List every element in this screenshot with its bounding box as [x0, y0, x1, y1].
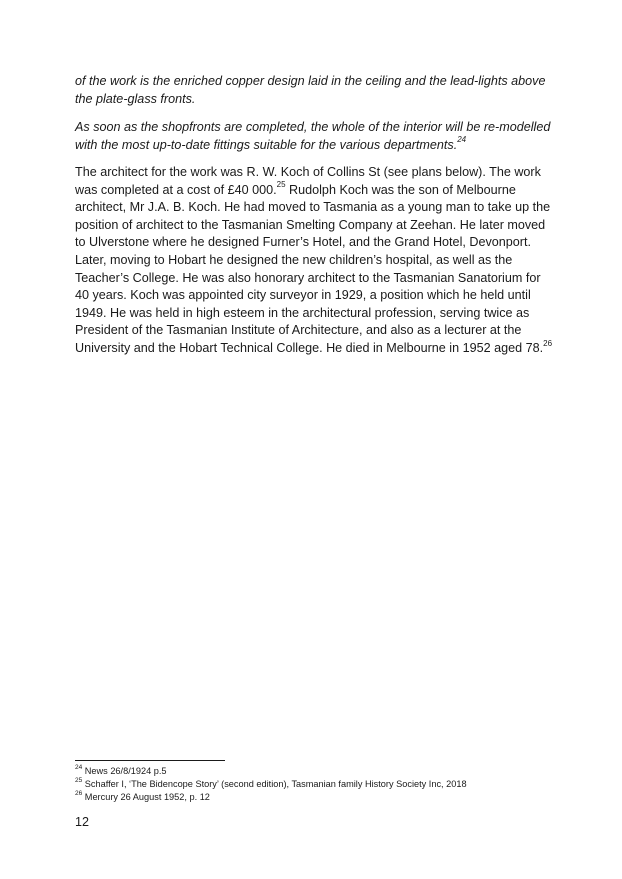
footnote-ref-24[interactable]: 24 — [457, 135, 467, 145]
page-number: 12 — [75, 815, 90, 829]
footnote-text: Mercury 26 August 1952, p. 12 — [82, 792, 210, 802]
body-text-part-2: Rudolph Koch was the son of Melbourne architect, Mr J.A. B. Koch. He had moved to Tasmania as a young man to take up the position of architect to the Tasmanian Smelting Company at Zeehan. He later moved to Ulverstone where he designed Furner’s Hotel, and the Grand Hotel, Devonport. Later, moving to Hobart he designed the new children’s hospital, as well as the Teacher’s College. He was also honorary architect to the Tasmanian Sanatorium for 40 years. Koch was appointed city surveyor in 1929, a position which he held until 1949. He was held in high esteem in the architectural profession, serving twice as President of the Tasmanian Institute of Architecture, and also as a lecturer at the University and the Hobart Technical College. He died in Melbourne in 1952 aged 78. — [75, 182, 551, 355]
quote-text-1: of the work is the enriched copper design laid in the ceiling and the lead-lights above the plate-glass fronts. — [75, 74, 546, 106]
footnote-24 — [75, 765, 545, 778]
footnote-number: 25 — [75, 776, 83, 784]
footnote-text: Schaffer I, ‘The Bidencope Story’ (second edition), Tasmanian family History Society Inc, 2018 — [82, 779, 467, 789]
footnote-text: News 26/8/1924 p.5 — [82, 766, 167, 776]
quote-paragraph-2 — [75, 119, 553, 154]
footnote-26 — [75, 791, 545, 804]
footnote-number: 24 — [75, 763, 83, 771]
footnote-number: 26 — [75, 789, 83, 797]
body-text-part-1: The architect for the work was R. W. Koch of Collins St (see plans below). The work was completed at a cost of £40 000. — [75, 165, 541, 197]
footnote-ref-25[interactable]: 25 — [276, 180, 286, 190]
footnote-25 — [75, 778, 545, 791]
body-paragraph — [75, 164, 553, 358]
footnote-ref-26[interactable]: 26 — [543, 338, 553, 348]
quote-paragraph-1 — [75, 73, 553, 108]
footnote-separator — [75, 760, 225, 761]
quote-text-2: As soon as the shopfronts are completed, the whole of the interior will be re-modelled with the most up-to-date fittings suitable for the various departments. — [75, 120, 551, 152]
